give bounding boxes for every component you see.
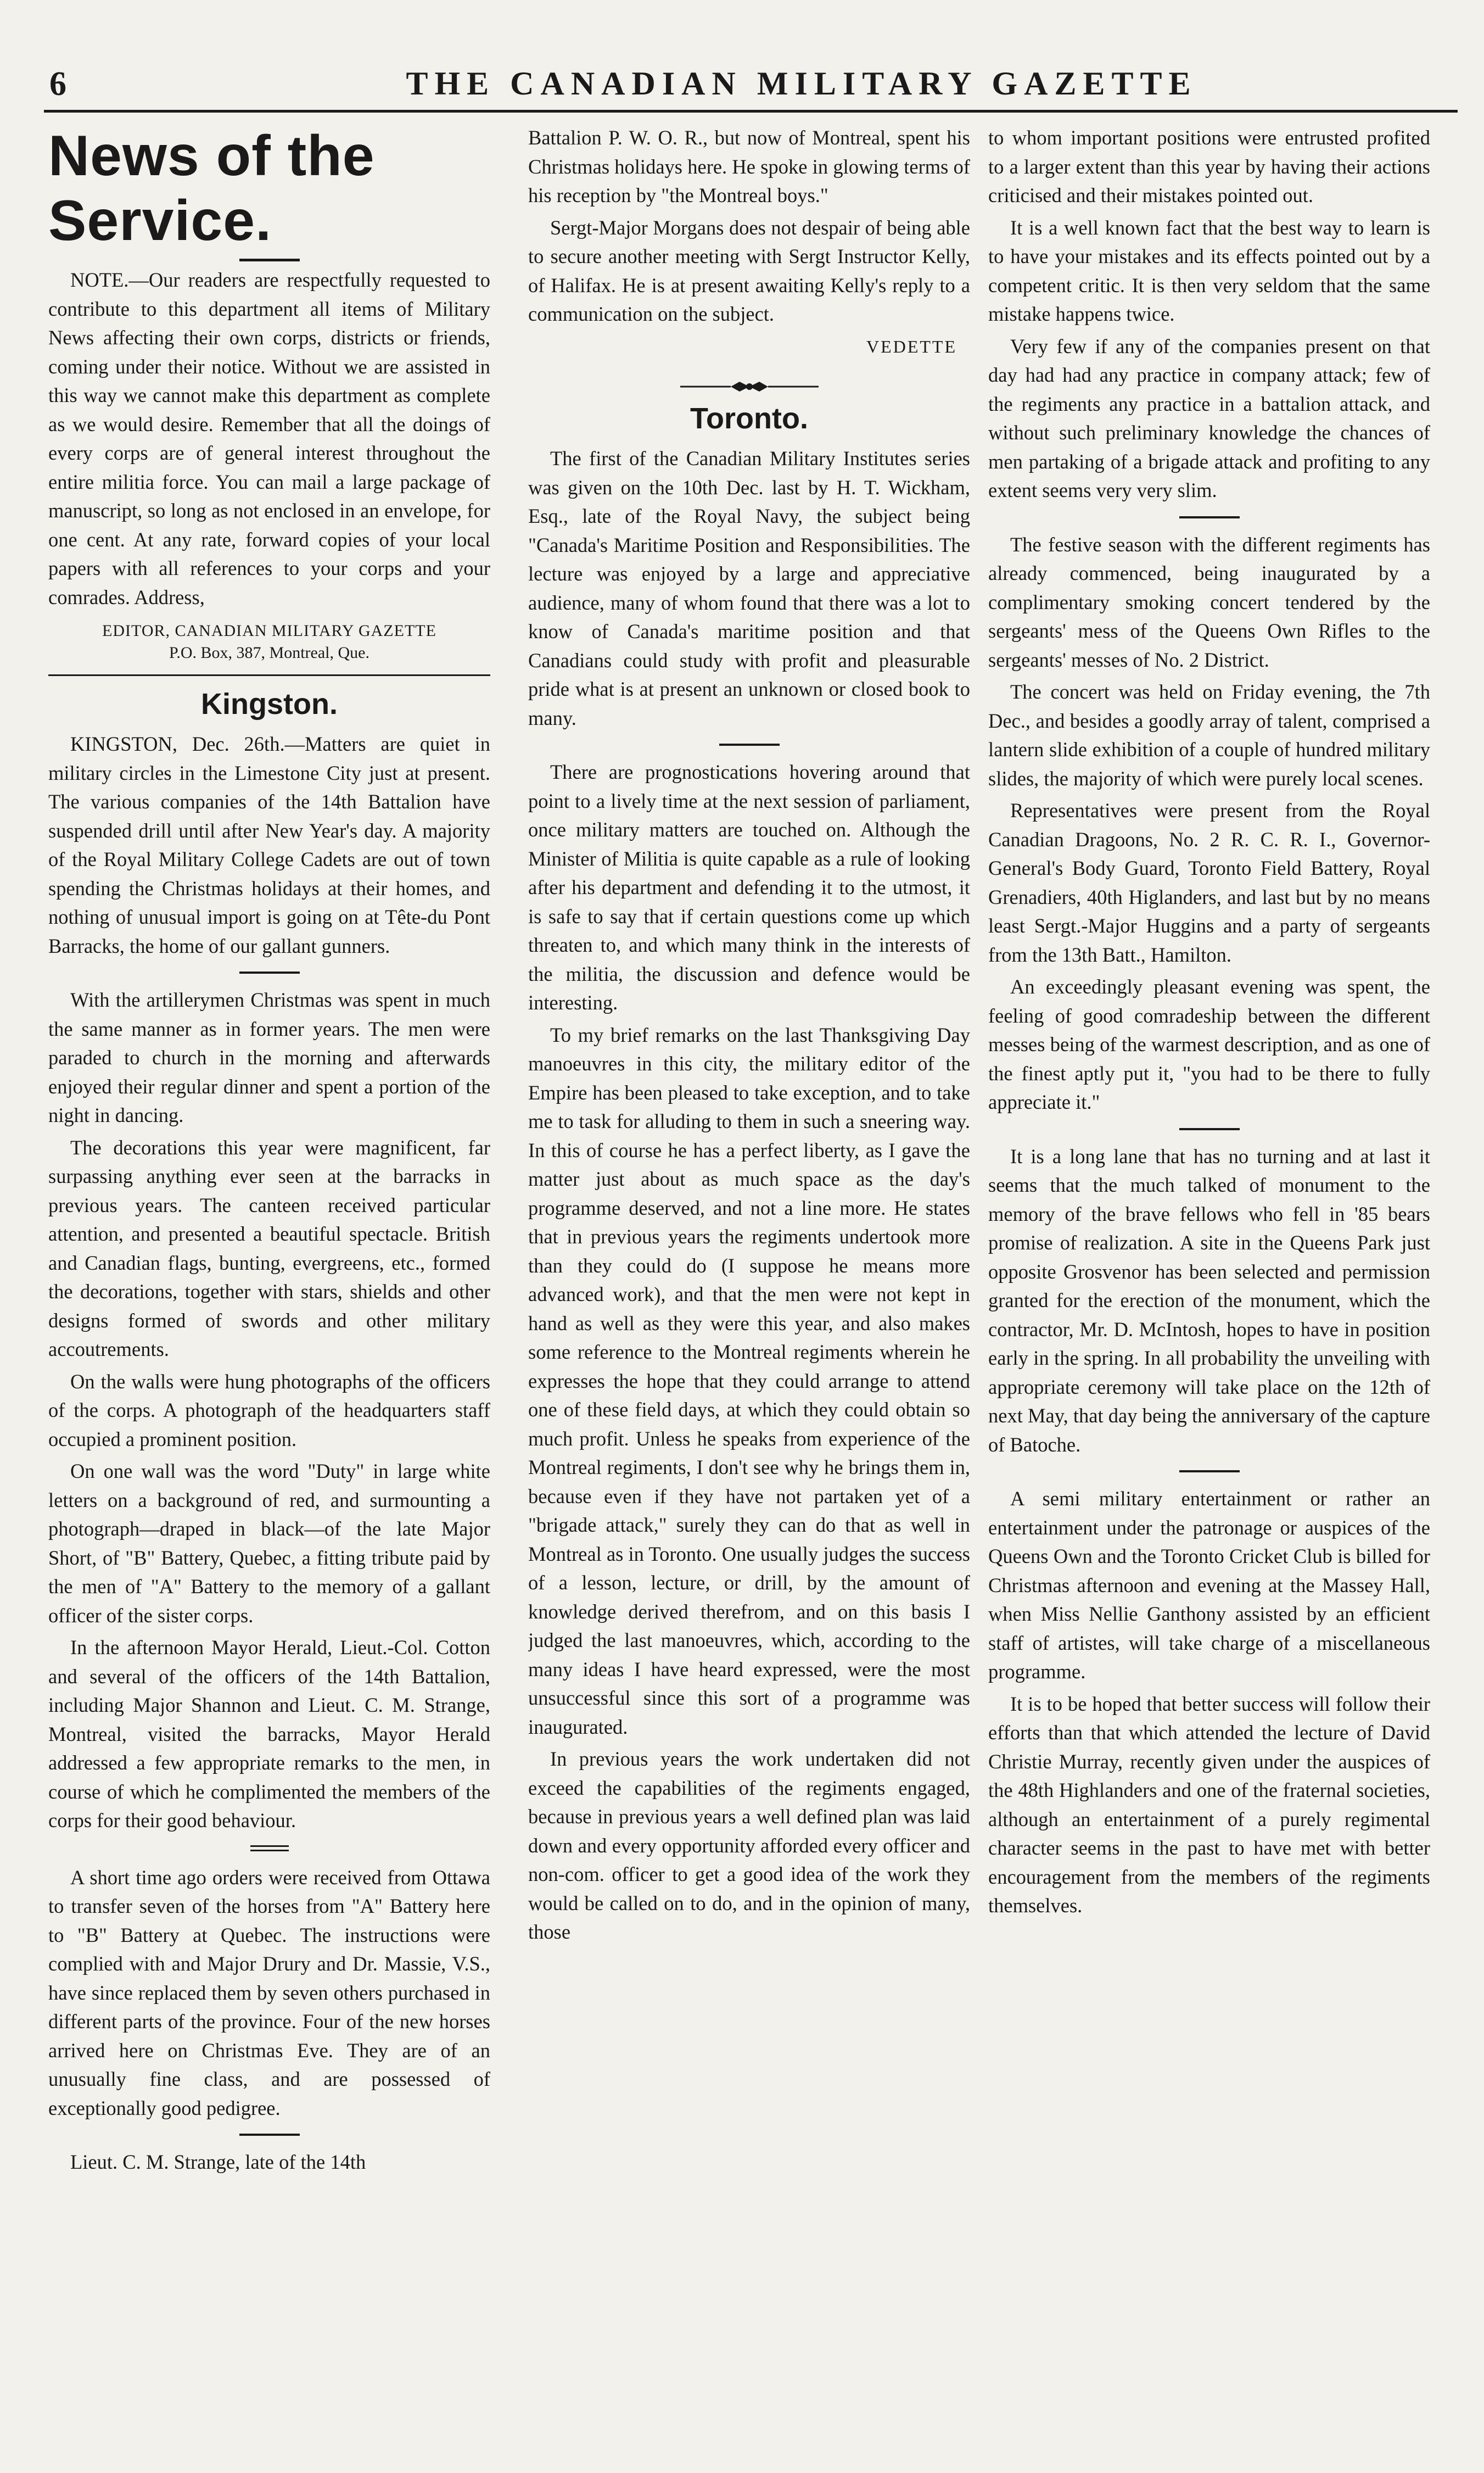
- separator-rule: [1179, 1470, 1240, 1472]
- toronto-paragraph-7: The festive season with the different regiments has already commenced, being inaugurated by a complimentary smoking concert tendered by the sergeants' mess of the Queens Own Rifles to the sergeants' messes of No. 2 District.: [988, 533, 1430, 671]
- toronto-paragraph-5: It is a well known fact that the best way to learn is to have your mistakes and its effects pointed out by a competent critic. It is then very seldom that the same mistake happens twice.: [988, 216, 1430, 325]
- kingston-continued-paragraph: Battalion P. W. O. R., but now of Montreal, spent his Christmas holidays here. He spoke in glowing terms of his reception by "the Montreal boys.": [528, 126, 970, 206]
- toronto-continued-paragraph: to whom important positions were entrusted profited to a larger extent than this year by having their actions criticised and their mistakes pointed out.: [988, 126, 1430, 206]
- separator-rule: [1179, 1128, 1240, 1130]
- kingston-paragraph-9: Sergt-Major Morgans does not despair of being able to secure another meeting with Sergt Instructor Kelly, of Halifax. He is at present awaiting Kelly's reply to a communication on the subject.: [528, 216, 970, 325]
- toronto-paragraph-2: There are prognostications hovering around that point to a lively time at the next session of parliament, once military matters are touched on. Although the Minister of Militia is quite capable as a rule of looking after his department and defending it to the utmost, it is safe to say that if certain questions come up which threaten to, and which many think in the interests of the militia, the discussion and defence would be interesting.: [528, 761, 970, 1014]
- column-2: [528, 124, 970, 2452]
- toronto-paragraph-3: To my brief remarks on the last Thanksgiving Day manoeuvres in this city, the military editor of the Empire has been pleased to take exception, and to take me to task for alluding to them in such a sneering way. In this of course he has a perfect liberty, as I gave the matter just about as much space as the day's programme deserved, and not a line more. He states that in previous years the regiments undertook more than they could do (I suppose he means more advanced work), and that the men were not kept in hand as well as they were this year, and also makes some reference to the Montreal regiments wherein he expresses the hope that they could arrange to attend one of these field days, at which they could obtain so much profit. Unless he speaks from experience of the Montreal regiments, I don't see why he brings them in, because even if they have not partaken yet of a "brigade attack," surely they can do that as well in Montreal as in Toronto. One usually judges the success of a lesson, lecture, or drill, by the amount of knowledge derived therefrom, and on this basis I judged the last manoeuvres, which, according to the many ideas I have heard expressed, were the most unsuccessful since this sort of a programme was inaugurated.: [528, 1023, 970, 1738]
- toronto-paragraph-6: Very few if any of the companies present on that day had had any practice in company attack; few of the regiments any practice in a battalion attack, and without such preliminary knowledge the chances of men partaking of a brigade attack and profiting to any extent seems very very slim.: [988, 334, 1430, 501]
- toronto-paragraph-4: In previous years the work undertaken did not exceed the capabilities of the regiments engaged, because in previous years a well defined plan was laid down and every opportunity afforded every officer and non-com. officer to get a good idea of the work they would be called on to do, and in the opinion of many, those: [528, 1748, 970, 1943]
- kingston-paragraph-8: Lieut. C. M. Strange, late of the 14th: [70, 2151, 366, 2173]
- kingston-paragraph-3: The decorations this year were magnificent, far surpassing anything ever seen at the barracks in previous years. The canteen received particular attention, and presented a beautiful spectacle. British and Canadian flags, bunting, evergreens, etc., formed the decorations, together with stars, shields and other designs formed of swords and other military accoutrements.: [48, 1136, 490, 1360]
- toronto-paragraph-9: Representatives were present from the Royal Canadian Dragoons, No. 2 R. C. R. I., Governor-General's Body Guard, Toronto Field Battery, Royal Grenadiers, 40th Higlanders, and last but by no means least Sergt.-Major Huggins and a party of sergeants from the 13th Batt., Hamilton.: [988, 799, 1430, 966]
- double-separator-rule: [250, 1845, 289, 1851]
- masthead: THE CANADIAN MILITARY GAZETTE: [406, 65, 1197, 102]
- page-number: 6: [49, 65, 66, 103]
- toronto-paragraph-1: The first of the Canadian Military Institutes series was given on the 10th Dec. last by H. T. Wickham, Esq., late of the Royal Navy, the subject being "Canada's Maritime Position and Responsibilities. The lecture was enjoyed by a large and appreciative audience, many of whom found that there was a lot to know of Canada's maritime position and that Canadians could study with profit and pleasurable pride what is at present an unknown or closed book to many.: [528, 447, 970, 729]
- toronto-paragraph-8: The concert was held on Friday evening, the 7th Dec., and besides a goodly array of talent, comprised a lantern slide exhibition of a couple of hundred military slides, the majority of which were purely local scenes.: [988, 680, 1430, 790]
- page-header: [44, 60, 1460, 104]
- column-1: [48, 124, 490, 2452]
- toronto-paragraph-13: It is to be hoped that better success will follow their efforts than that which attended the lecture of David Christie Murray, recently given under the auspices of the 48th Highlanders and one of the fraternal societies, although an entertainment of a purely regimental character seems in the past to have met with better encouragement from the members of the regiments themselves.: [988, 1692, 1430, 1917]
- title-rule: [239, 259, 300, 261]
- separator-rule: [239, 972, 300, 974]
- kingston-paragraph-2: With the artillerymen Christmas was spent in much the same manner as in former years. The men were paraded to church in the morning and afterwards enjoyed their regular dinner and spent a portion of the night in dancing.: [48, 989, 490, 1126]
- kingston-paragraph-1: KINGSTON, Dec. 26th.—Matters are quiet in military circles in the Limestone City just at present. The various companies of the 14th Battalion have suspended drill until after New Year's day. A majority of the Royal Military College Cadets are out of town spending the Christmas holidays at their homes, and nothing of unusual import is going on at Tête-du Pont Barracks, the home of our gallant gunners.: [48, 733, 490, 957]
- separator-rule: [719, 744, 780, 746]
- toronto-paragraph-12: A semi military entertainment or rather an entertainment under the patronage or auspices of the Queens Own and the Toronto Cricket Club is billed for Christmas afternoon and evening at the Massey Hall, when Miss Nellie Ganthony assisted by an efficient staff of artistes, will take charge of a miscellaneous programme.: [988, 1487, 1430, 1683]
- column-3: [988, 124, 1430, 2452]
- separator-rule: [239, 2134, 300, 2136]
- toronto-heading: Toronto.: [690, 402, 808, 435]
- correspondent-signature: VEDETTE: [866, 336, 957, 356]
- separator-rule: [1179, 516, 1240, 518]
- header-rule: [44, 110, 1458, 113]
- editor-note: NOTE.—Our readers are respectfully requested to contribute to this department all items of Military News affecting their own corps, districts or friends, coming under their notice. Without we are assisted in this way we cannot make this department as complete as we would desire. Remember that all the doings of every corps are of general interest throughout the entire militia force. You can mail a large package of manuscript, so long as not enclosed in an envelope, for one cent. At any rate, forward copies of your local papers with all references to your corps and your comrades. Address,: [48, 269, 490, 609]
- kingston-paragraph-6: In the afternoon Mayor Herald, Lieut.-Col. Cotton and several of the officers of the 14th Battalion, including Major Shannon and Lieut. C. M. Strange, Montreal, visited the barracks, Mayor Herald addressed a few appropriate remarks to the men, in course of which he complimented the members of the corps for their good behaviour.: [48, 1636, 490, 1832]
- kingston-paragraph-7: A short time ago orders were received from Ottawa to transfer seven of the horses from "A" Battery here to "B" Battery at Quebec. The instructions were complied with and Major Drury and Dr. Massie, V.S., have since replaced them by seven others purchased in different parts of the province. Four of the new horses arrived here on Christmas Eve. They are of an unusually fine class, and are possessed of exceptionally good pedigree.: [48, 1866, 490, 2119]
- postal-address: P.O. Box, 387, Montreal, Que.: [169, 644, 369, 662]
- editor-address-line: EDITOR, CANADIAN MILITARY GAZETTE: [102, 622, 436, 640]
- column-rule: [48, 674, 490, 676]
- kingston-heading: Kingston.: [201, 688, 338, 721]
- toronto-paragraph-11: It is a long lane that has no turning and at last it seems that the much talked of monument to the memory of the brave fellows who fell in '85 bears promise of realization. A site in the Queens Park just opposite Grosvenor has been selected and permission granted for the erection of the monument, which the contractor, Mr. D. McIntosh, hopes to have in position early in the spring. In all probability the unveiling with appropriate ceremony will take place on the 12th of next May, that day being the anniversary of the capture of Batoche.: [988, 1145, 1430, 1456]
- toronto-paragraph-10: An exceedingly pleasant evening was spent, the feeling of good comradeship between the different messes being of the warmest description, and as one of the finest aptly put it, "you had to be there to fully appreciate it.": [988, 975, 1430, 1113]
- section-title: News of the Service.: [48, 124, 375, 253]
- kingston-paragraph-5: On one wall was the word "Duty" in large white letters on a background of red, and surmounting a photograph—draped in black—of the late Major Short, of "B" Battery, Quebec, a fitting tribute paid by the men of "A" Battery to the memory of a gallant officer of the sister corps.: [48, 1460, 490, 1627]
- kingston-paragraph-4: On the walls were hung photographs of the officers of the corps. A photograph of the headquarters staff occupied a prominent position.: [48, 1370, 490, 1450]
- ornament-divider-icon: [678, 377, 821, 396]
